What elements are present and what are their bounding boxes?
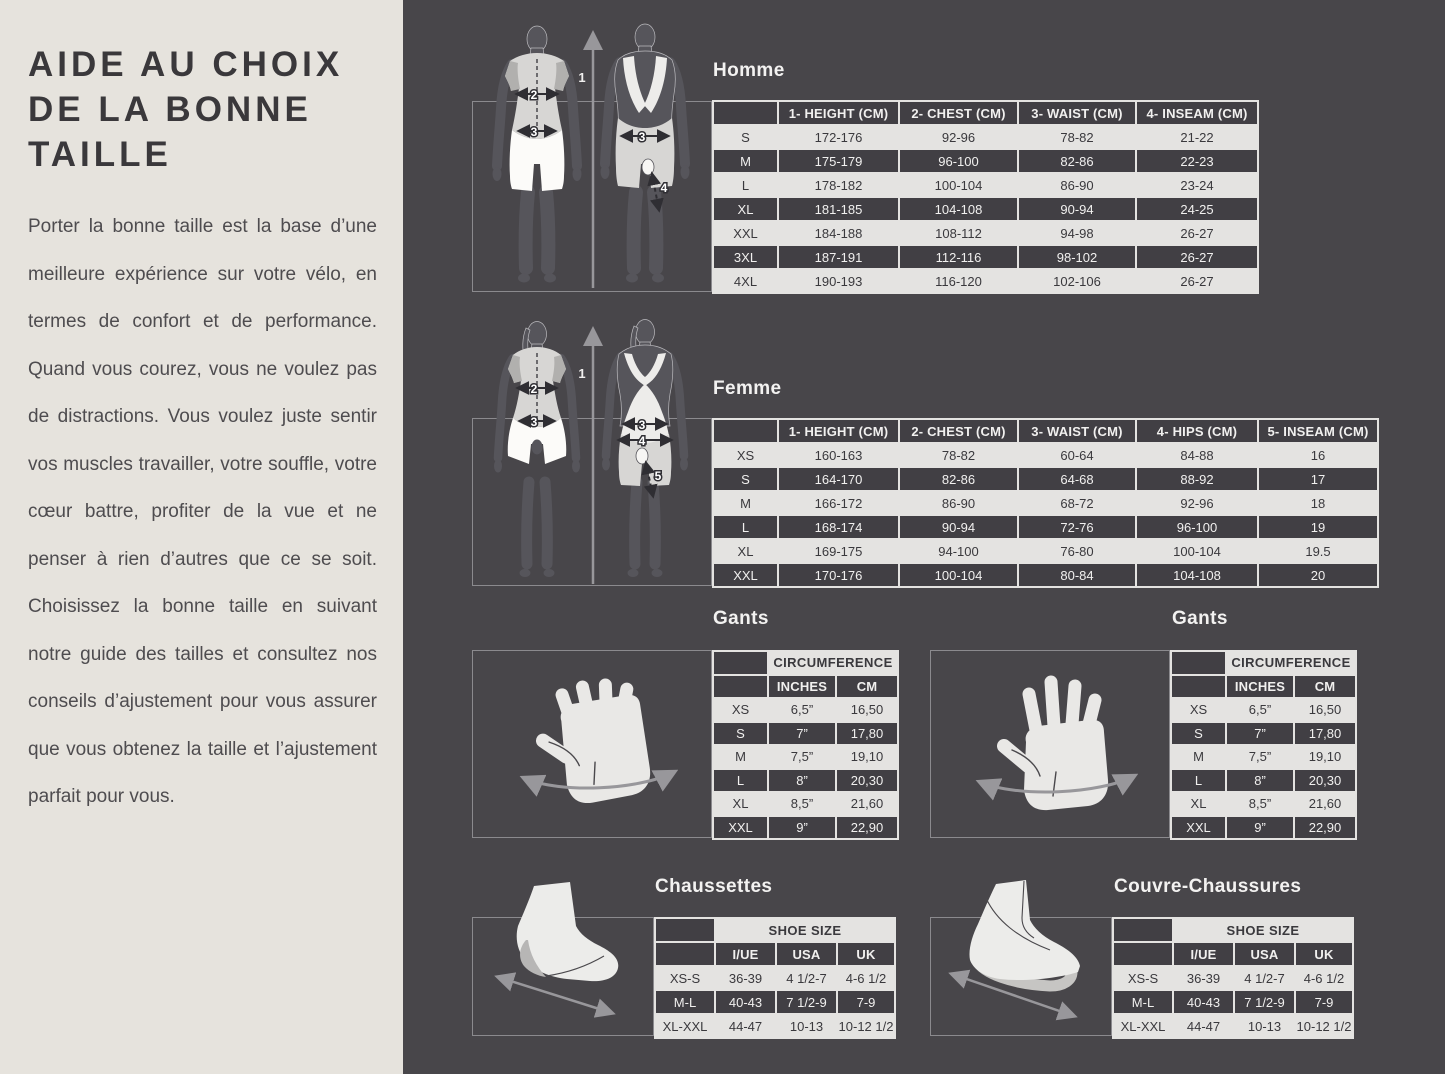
value-cell: 21,60 (1294, 792, 1356, 816)
value-cell: 8,5” (1226, 792, 1294, 816)
overshoe-icon (969, 880, 1080, 986)
height-measure-label: 1 (578, 366, 586, 381)
sock-illustration (472, 876, 654, 1036)
value-cell: 36-39 (1173, 966, 1234, 990)
value-cell: 100-104 (899, 563, 1018, 587)
value-cell: 26-27 (1136, 245, 1258, 269)
value-cell: 21-22 (1136, 125, 1258, 149)
value-cell: 4 1/2-7 (776, 966, 837, 990)
size-label-cell: XS (1171, 698, 1226, 722)
value-cell: 82-86 (899, 467, 1018, 491)
column-header-cell: 2- CHEST (CM) (899, 419, 1018, 443)
value-cell: 172-176 (778, 125, 899, 149)
page-title: AIDE AU CHOIX DE LA BONNE TAILLE (28, 45, 344, 174)
column-header-cell: 3- WAIST (CM) (1018, 419, 1136, 443)
value-cell: 7 1/2-9 (1234, 990, 1295, 1014)
value-cell: 96-100 (899, 149, 1018, 173)
value-cell: 21,60 (836, 792, 898, 816)
value-cell: 40-43 (715, 990, 776, 1014)
value-cell: 4-6 1/2 (1295, 966, 1353, 990)
value-cell: 7” (1226, 722, 1294, 746)
value-cell: 17 (1258, 467, 1378, 491)
table-row (655, 1014, 895, 1038)
value-cell: 6,5” (768, 698, 836, 722)
full-glove-illustration (930, 650, 1170, 838)
value-cell: 17,80 (836, 722, 898, 746)
value-cell: 20,30 (836, 769, 898, 793)
homme-body-diagram (462, 20, 712, 292)
value-cell: 4-6 1/2 (837, 966, 895, 990)
value-cell: 108-112 (899, 221, 1018, 245)
group-header-cell: SHOE SIZE (715, 918, 895, 942)
value-cell: 169-175 (778, 539, 899, 563)
hips-measure-label: 4 (638, 434, 646, 448)
inseam-measure-label: 5 (654, 469, 662, 483)
table-row (655, 990, 895, 1014)
value-cell: 20 (1258, 563, 1378, 587)
value-cell: 82-86 (1018, 149, 1136, 173)
value-cell: 7,5” (1226, 745, 1294, 769)
column-header-cell: INCHES (768, 675, 836, 699)
corner-cell (713, 675, 768, 699)
value-cell: 10-13 (776, 1014, 837, 1038)
value-cell: 104-108 (899, 197, 1018, 221)
value-cell: 76-80 (1018, 539, 1136, 563)
size-label-cell: XXL (713, 221, 778, 245)
gants-right-size-chart-table (1170, 650, 1357, 840)
size-label-cell: XL (713, 792, 768, 816)
column-header-cell: USA (1234, 942, 1295, 966)
section-title-homme: Homme (713, 60, 785, 81)
value-cell: 184-188 (778, 221, 899, 245)
corner-cell (1171, 651, 1226, 675)
height-measure-label: 1 (578, 70, 586, 85)
couvre-chaussures-size-chart-table (1112, 917, 1354, 1039)
size-label-cell: M (1171, 745, 1226, 769)
size-label-cell: L (1171, 769, 1226, 793)
gants-left-size-chart-table (712, 650, 899, 840)
man-front-figure (493, 26, 582, 283)
table-row (1171, 816, 1356, 840)
table-row (713, 245, 1258, 269)
height-arrow (578, 330, 593, 584)
value-cell: 26-27 (1136, 269, 1258, 293)
table-row (713, 467, 1378, 491)
gants-left-size-chart (712, 650, 899, 840)
femme-size-chart (712, 418, 1379, 588)
section-title-gants-right: Gants (1172, 608, 1228, 629)
size-label-cell: M (713, 745, 768, 769)
section-title-chaussettes: Chaussettes (655, 876, 773, 897)
value-cell: 98-102 (1018, 245, 1136, 269)
size-label-cell: M (713, 149, 778, 173)
sock-icon (517, 882, 619, 981)
value-cell: 19,10 (836, 745, 898, 769)
woman-back-figure (602, 320, 688, 578)
table-row (1113, 1014, 1353, 1038)
column-header-cell: INCHES (1226, 675, 1294, 699)
value-cell: 7” (768, 722, 836, 746)
inseam-measure-label: 4 (660, 181, 668, 195)
value-cell: 22,90 (836, 816, 898, 840)
column-header-cell: UK (1295, 942, 1353, 966)
size-label-cell: XL-XXL (655, 1014, 715, 1038)
value-cell: 86-90 (1018, 173, 1136, 197)
size-label-cell: L (713, 515, 778, 539)
homme-size-chart-table (712, 100, 1259, 294)
column-header-cell: USA (776, 942, 837, 966)
value-cell: 9” (768, 816, 836, 840)
value-cell: 78-82 (1018, 125, 1136, 149)
corner-cell (1113, 918, 1173, 942)
homme-size-chart (712, 100, 1259, 294)
waist-measure-label: 3 (530, 125, 538, 139)
value-cell: 10-12 1/2 (1295, 1014, 1353, 1038)
value-cell: 100-104 (899, 173, 1018, 197)
value-cell: 44-47 (715, 1014, 776, 1038)
value-cell: 16,50 (1294, 698, 1356, 722)
table-row (713, 221, 1258, 245)
value-cell: 9” (1226, 816, 1294, 840)
corner-cell (655, 918, 715, 942)
value-cell: 64-68 (1018, 467, 1136, 491)
value-cell: 164-170 (778, 467, 899, 491)
table-row (713, 515, 1378, 539)
couvre-chaussures-size-chart (1112, 917, 1354, 1039)
waist-back-measure-label: 3 (638, 418, 646, 432)
value-cell: 104-108 (1136, 563, 1258, 587)
value-cell: 78-82 (899, 443, 1018, 467)
size-label-cell: XL-XXL (1113, 1014, 1173, 1038)
column-header-cell: 4- HIPS (CM) (1136, 419, 1258, 443)
value-cell: 72-76 (1018, 515, 1136, 539)
size-label-cell: XL (713, 197, 778, 221)
value-cell: 94-100 (899, 539, 1018, 563)
intro-paragraph: Porter la bonne taille est la base d’une meilleure expérience sur votre vélo, en termes de confort et de performance. Quand vous courez, vous ne voulez pas de distractions. Vous voulez juste sentir vos muscles travailler, votre souffle, votre cœur battre, profiter de la vue et ne penser à rien d’autres que ce se soit. Choisissez la bonne taille en suivant notre guide des tailles et consultez nos conseils d’ajustement pour vous assurer que vous obtenez la taille et l’ajustement parfait pour vous. (28, 216, 377, 807)
size-label-cell: L (713, 173, 778, 197)
gants-right-size-chart (1170, 650, 1357, 840)
table-row (713, 722, 898, 746)
size-label-cell: M-L (1113, 990, 1173, 1014)
table-row (1171, 792, 1356, 816)
size-label-cell: XL (713, 539, 778, 563)
value-cell: 170-176 (778, 563, 899, 587)
waist-measure-label: 3 (530, 415, 538, 429)
value-cell: 102-106 (1018, 269, 1136, 293)
corner-cell (713, 651, 768, 675)
value-cell: 92-96 (899, 125, 1018, 149)
size-label-cell: S (713, 467, 778, 491)
size-label-cell: XXL (713, 563, 778, 587)
table-row (713, 443, 1378, 467)
table-row (1171, 722, 1356, 746)
sidebar (0, 0, 403, 1074)
table-row (1113, 990, 1353, 1014)
value-cell: 10-12 1/2 (837, 1014, 895, 1038)
size-label-cell: XS-S (1113, 966, 1173, 990)
size-label-cell: S (713, 125, 778, 149)
value-cell: 7-9 (1295, 990, 1353, 1014)
corner-cell (1171, 675, 1226, 699)
fingerless-glove-illustration (472, 650, 712, 838)
size-label-cell: M-L (655, 990, 715, 1014)
table-row (713, 197, 1258, 221)
table-row (713, 173, 1258, 197)
value-cell: 40-43 (1173, 990, 1234, 1014)
value-cell: 17,80 (1294, 722, 1356, 746)
size-label-cell: XS (713, 698, 768, 722)
table-row (713, 491, 1378, 515)
group-header-cell: SHOE SIZE (1173, 918, 1353, 942)
value-cell: 16 (1258, 443, 1378, 467)
column-header-cell: 4- INSEAM (CM) (1136, 101, 1258, 125)
table-row (713, 745, 898, 769)
overshoe-illustration (930, 876, 1112, 1036)
value-cell: 26-27 (1136, 221, 1258, 245)
value-cell: 86-90 (899, 491, 1018, 515)
value-cell: 6,5” (1226, 698, 1294, 722)
femme-body-diagram (462, 316, 712, 588)
value-cell: 190-193 (778, 269, 899, 293)
value-cell: 168-174 (778, 515, 899, 539)
table-row (713, 149, 1258, 173)
value-cell: 24-25 (1136, 197, 1258, 221)
value-cell: 16,50 (836, 698, 898, 722)
size-label-cell: XS (713, 443, 778, 467)
value-cell: 36-39 (715, 966, 776, 990)
value-cell: 19,10 (1294, 745, 1356, 769)
group-header-cell: CIRCUMFERENCE (768, 651, 898, 675)
table-row (713, 769, 898, 793)
value-cell: 10-13 (1234, 1014, 1295, 1038)
foot-length-arrow (498, 977, 612, 1013)
woman-front-figure (494, 322, 580, 578)
value-cell: 175-179 (778, 149, 899, 173)
table-row (713, 816, 898, 840)
value-cell: 68-72 (1018, 491, 1136, 515)
value-cell: 92-96 (1136, 491, 1258, 515)
size-label-cell: XXL (713, 816, 768, 840)
value-cell: 112-116 (899, 245, 1018, 269)
column-header-cell: CM (1294, 675, 1356, 699)
value-cell: 22-23 (1136, 149, 1258, 173)
table-row (655, 966, 895, 990)
value-cell: 100-104 (1136, 539, 1258, 563)
table-row (1171, 769, 1356, 793)
value-cell: 19 (1258, 515, 1378, 539)
section-title-gants-left: Gants (713, 608, 769, 629)
value-cell: 20,30 (1294, 769, 1356, 793)
size-label-cell: XXL (1171, 816, 1226, 840)
table-row (713, 125, 1258, 149)
size-label-cell: M (713, 491, 778, 515)
value-cell: 90-94 (899, 515, 1018, 539)
value-cell: 4 1/2-7 (1234, 966, 1295, 990)
value-cell: 7-9 (837, 990, 895, 1014)
corner-cell (713, 101, 778, 125)
value-cell: 60-64 (1018, 443, 1136, 467)
size-label-cell: 4XL (713, 269, 778, 293)
column-header-cell: 1- HEIGHT (CM) (778, 419, 899, 443)
waist-back-measure-label: 3 (638, 130, 646, 144)
size-label-cell: S (713, 722, 768, 746)
table-row (713, 539, 1378, 563)
section-title-couvre-chaussures: Couvre-Chaussures (1114, 876, 1302, 897)
column-header-cell: I/UE (1173, 942, 1234, 966)
chaussettes-size-chart-table (654, 917, 896, 1039)
value-cell: 44-47 (1173, 1014, 1234, 1038)
value-cell: 160-163 (778, 443, 899, 467)
group-header-cell: CIRCUMFERENCE (1226, 651, 1356, 675)
value-cell: 80-84 (1018, 563, 1136, 587)
value-cell: 166-172 (778, 491, 899, 515)
value-cell: 8” (768, 769, 836, 793)
size-label-cell: L (713, 769, 768, 793)
value-cell: 187-191 (778, 245, 899, 269)
corner-cell (713, 419, 778, 443)
column-header-cell: UK (837, 942, 895, 966)
man-back-figure (601, 24, 690, 283)
value-cell: 8,5” (768, 792, 836, 816)
value-cell: 116-120 (899, 269, 1018, 293)
corner-cell (655, 942, 715, 966)
table-row (713, 269, 1258, 293)
table-row (1171, 745, 1356, 769)
value-cell: 22,90 (1294, 816, 1356, 840)
value-cell: 96-100 (1136, 515, 1258, 539)
value-cell: 181-185 (778, 197, 899, 221)
corner-cell (1113, 942, 1173, 966)
column-header-cell: CM (836, 675, 898, 699)
column-header-cell: I/UE (715, 942, 776, 966)
column-header-cell: 2- CHEST (CM) (899, 101, 1018, 125)
value-cell: 7,5” (768, 745, 836, 769)
value-cell: 8” (1226, 769, 1294, 793)
size-label-cell: XS-S (655, 966, 715, 990)
value-cell: 7 1/2-9 (776, 990, 837, 1014)
chaussettes-size-chart (654, 917, 896, 1039)
value-cell: 84-88 (1136, 443, 1258, 467)
table-row (713, 563, 1378, 587)
femme-size-chart-table (712, 418, 1379, 588)
value-cell: 94-98 (1018, 221, 1136, 245)
size-label-cell: XL (1171, 792, 1226, 816)
table-row (713, 698, 898, 722)
size-label-cell: 3XL (713, 245, 778, 269)
column-header-cell: 3- WAIST (CM) (1018, 101, 1136, 125)
table-row (1113, 966, 1353, 990)
chest-measure-label: 2 (530, 88, 538, 102)
chest-measure-label: 2 (530, 382, 538, 396)
value-cell: 88-92 (1136, 467, 1258, 491)
column-header-cell: 1- HEIGHT (CM) (778, 101, 899, 125)
value-cell: 23-24 (1136, 173, 1258, 197)
value-cell: 178-182 (778, 173, 899, 197)
table-row (1171, 698, 1356, 722)
value-cell: 19.5 (1258, 539, 1378, 563)
section-title-femme: Femme (713, 378, 782, 399)
column-header-cell: 5- INSEAM (CM) (1258, 419, 1378, 443)
table-row (713, 792, 898, 816)
value-cell: 90-94 (1018, 197, 1136, 221)
size-label-cell: S (1171, 722, 1226, 746)
value-cell: 18 (1258, 491, 1378, 515)
